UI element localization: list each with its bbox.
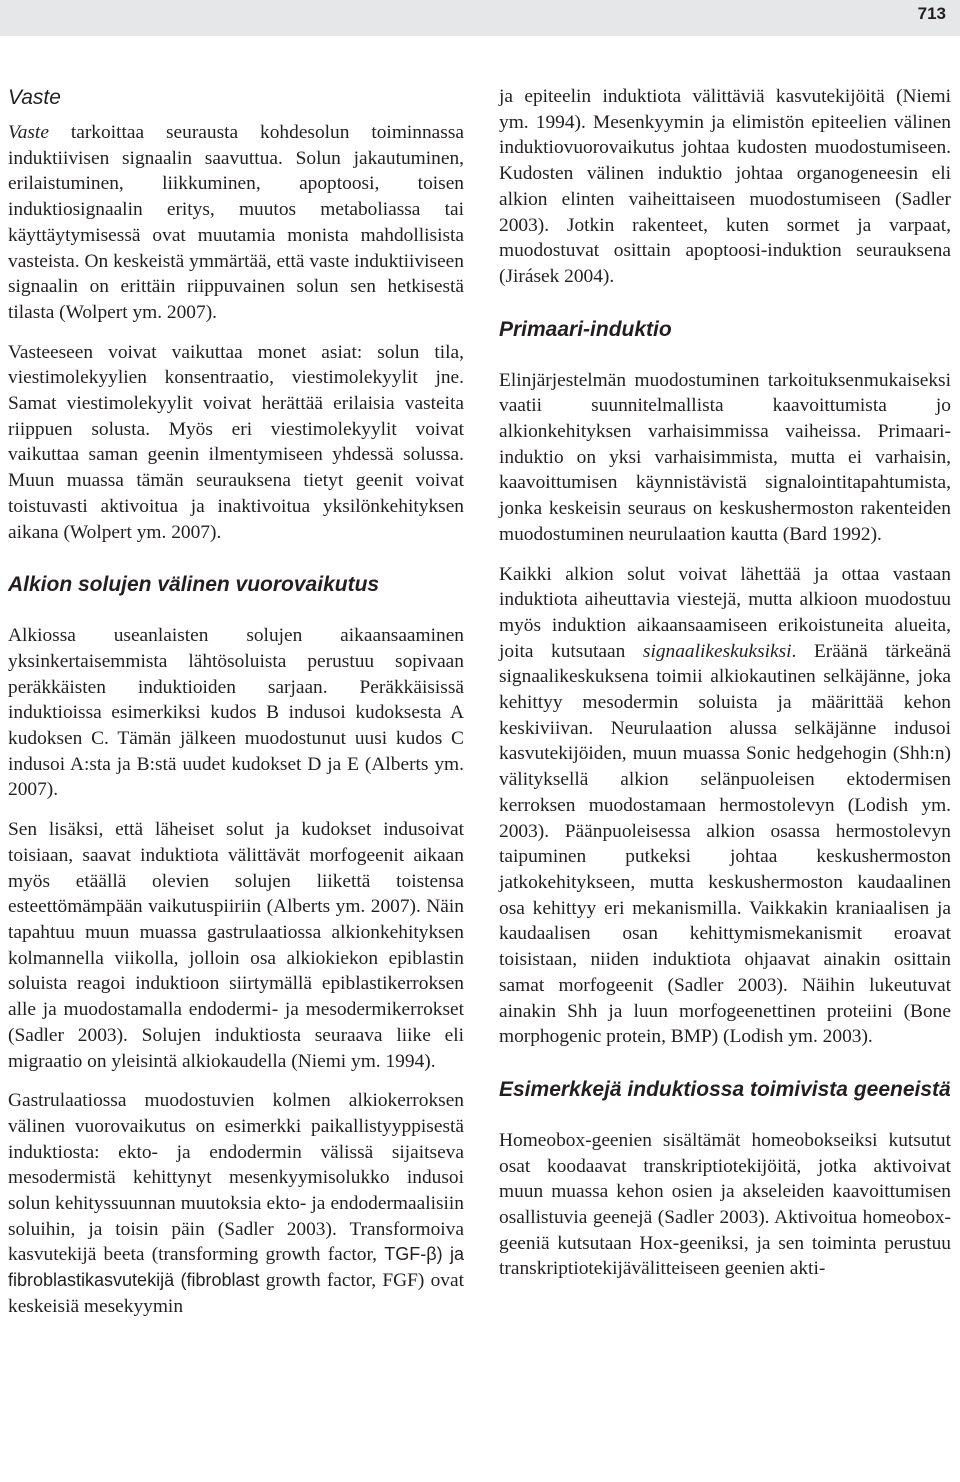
section-heading: Alkion solujen välinen vuorovaikutus <box>8 573 380 597</box>
paragraph: Gastrulaatiossa muodostuvien kolmen alkiokerroksen välinen vuorovaikutus on esimerkki paikallistyyppisestä induktiosta: ekto- ja endodermin välissä sijaitseva mesodermistä kehittynyt mesenkyymisolukko indusoi solun kehityssuunnan muutoksia ekto- ja endodermaalisiin soluihin, ja toisin päin (Sadler 2003). Transformoiva kasvutekijä beeta (transforming growth factor, TGF-β) ja fibroblastikasvutekijä (fibroblast growth factor, FGF) ovat keskeisiä mesekyymin <box>8 1090 465 1317</box>
paragraph: Sen lisäksi, että läheiset solut ja kudokset indusoivat toisiaan, saavat induktiota välittävät morfogeenit aikaan myös etäällä olevien solujen liikettä toistensa esteettömämpään vaikutuspiiriin (Alberts ym. 2007). Näin tapahtuu muun muassa gastrulaatiossa alkionkehityksen kolmannella viikolla, jolloin osa alkiokiekon epiblastin soluista reagoi induktioon siirtymällä epiblastikerroksen alle ja muodostamalla endodermi- ja mesodermikerrokset (Sadler 2003). Solujen induktiosta seuraava liike eli migraatio on yleisintä alkiokaudella (Niemi ym. 1994). <box>8 819 464 1072</box>
esimerkkeja-heading: Esimerkkejä induktiossa toimivista geeneistä <box>499 1077 951 1101</box>
paragraph: Homeobox-geenien sisältämät homeobokseiksi kutsutut osat koodaavat transkriptiotekijöitä, jotka aktivoivat muun muassa kehon osien ja akseleiden kaavoittumisen osallistuvia geenejä (Sadler 2003). Aktivoitua homeobox-geeniä kutsutaan Hox-geeniksi, ja sen toiminta perustuu transkriptiotekijävälitteiseen geenien akti- <box>499 1129 951 1280</box>
paragraph: Vasteeseen voivat vaikuttaa monet asiat: solun tila, viestimolekyylien konsentraatio, viestimolekyylit jne. Samat viestimolekyylit voivat herättää erilaisia vasteita riippuen solusta. Myös eri viestimolekyylit voivat vaikuttaa saman geenin ilmentymiseen yhdessä solussa. Muun muassa tämän seurauksena tietyt geenit voivat toistuvasti aktivoitua ja inaktivoitua yksilönkehityksen aikana (Wolpert ym. 2007). <box>8 341 464 543</box>
left-column <box>8 84 464 1334</box>
right-column <box>499 84 951 1296</box>
paragraph: ja epiteelin induktiota välittäviä kasvutekijöitä (Niemi ym. 1994). Mesenkyymin ja elimistön epiteelien välinen induktiovuorovaikutus johtaa kudosten muodostumiseen. Kudosten välinen induktio johtaa organogeneesin eli alkion elinten vaiheittaiseen muodostumiseen (Sadler 2003). Jotkin rakenteet, kuten sormet ja varpaat, muodostuvat osittain apoptoosi-induktion seurauksena (Jirásek 2004). <box>499 86 951 287</box>
page-number: 713 <box>917 4 946 23</box>
paragraph: Vaste tarkoittaa seurausta kohdesolun toiminnassa induktiivisen signaalin saavuttua. Solun jakautuminen, erilaistuminen, liikkuminen, apoptoosi, toisen induktiosignaalin eritys, muutos metaboliassa tai käyttäytymisessä ovat muutamia monista mahdollisista vasteista. On keskeistä ymmärtää, että vaste induktiiviseen signaalin on erittäin riippuvainen solun sen hetkisestä tilasta (Wolpert ym. 2007). <box>8 122 464 323</box>
vaste-heading: Vaste <box>8 86 61 109</box>
paragraph: Elinjärjestelmän muodostuminen tarkoituksenmukaiseksi vaatii suunnitelmallista kaavoittumista jo alkionkehityksen varhaisimmissa vaiheissa. Primaari-induktio on yksi varhaisimmista, mutta ei varhaisin, kaavoittumisen käynnistävistä signalointitapahtumista, jonka keskeisin seuraus on keskushermoston rakenteiden muodostuminen neurulaation kautta (Bard 1992). <box>499 369 951 545</box>
term-vaste: Vaste <box>8 122 49 143</box>
primaari-induktio-heading: Primaari-induktio <box>499 317 672 341</box>
header-bar <box>0 0 960 36</box>
paragraph: Kaikki alkion solut voivat lähettää ja ottaa vastaan induktiota aiheuttavia viestejä, mutta alkioon muodostuu myös induktion aikaansaamiseen erikoistuneita alueita, joita kutsutaan signaalikeskuksiksi. Eräänä tärkeänä signaalikeskuksena toimii alkiokautinen selkäjänne, joka kehittyy mesodermin soluista ja määrittää kehon keskiviivan. Neurulaation alussa selkäjänne indusoi kasvutekijöiden, muun muassa Sonic hedgehogin (Shh:n) välityksellä alkion selänpuoleisen ektodermisen kerroksen muodostamaan hermostolevyn (Lodish ym. 2003). Päänpuoleisessa alkion osassa hermostolevyn taipuminen putkeksi johtaa keskushermoston jatkokehitykseen, mutta keskushermoston kaudaalinen osa kehittyy eri mekanismilla. Vaikkakin kraniaalisen ja kaudaalisen osan kehittymismekanismit eroavat toisistaan, niiden induktiota ohjaavat ainakin osittain samat morfogeenit (Sadler 2003). Näihin lukeutuvat ainakin Shh ja luun morfogeenettinen proteiini (Bone morphogenic protein, BMP) (Lodish ym. 2003). <box>499 563 951 1048</box>
paragraph: Alkiossa useanlaisten solujen aikaansaaminen yksinkertaisemmista lähtösoluista perustuu sopivaan peräkkäisten induktioiden sarjaan. Peräkkäisissä induktioissa esimerkiksi kudos B indusoi kudoksesta A kudoksen C. Tämän jälkeen muodostunut uusi kudos C indusoi A:sta ja B:stä uudet kudokset D ja E (Alberts ym. 2007). <box>8 625 464 801</box>
